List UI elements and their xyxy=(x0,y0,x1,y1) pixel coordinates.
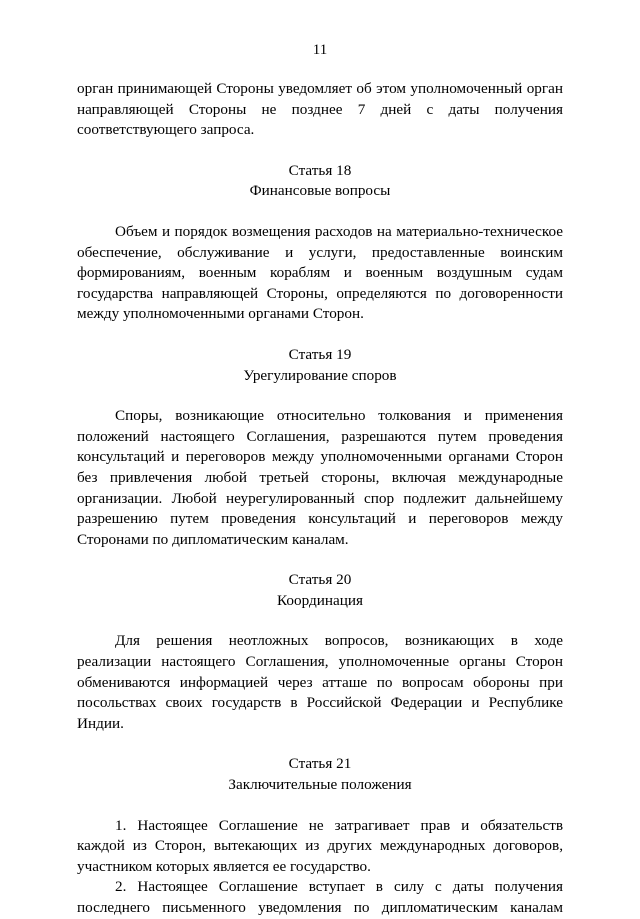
document-body xyxy=(77,79,563,919)
article-18-paragraph: Объем и порядок возмещения расходов на материально-техническое обеспечение, обслуживание и услуги, предоставленные воинским формированиям, военным кораблям и военным воздушным судам государства направляющей Стороны, определяются по договоренности между уполномоченными органами Сторон. xyxy=(77,222,563,323)
article-20-paragraph: Для решения неотложных вопросов, возникающих в ходе реализации настоящего Соглашения, уполномоченные органы Сторон обмениваются информацией через атташе по вопросам обороны при посольствах своих государств в Российской Федерации и Республике Индии. xyxy=(77,632,563,732)
article-title: Заключительные положения xyxy=(228,776,412,794)
article-title: Координация xyxy=(277,591,363,609)
article-19-heading xyxy=(77,345,563,386)
article-18-heading xyxy=(77,161,563,202)
article-title: Урегулирование споров xyxy=(243,366,397,384)
article-19-paragraph: Споры, возникающие относительно толкования и применения положений настоящего Соглашения, разрешаются путем проведения консультаций и переговоров между уполномоченными органами Сторон без привлечения любой третьей стороны, включая международные организации. Любой неурегулированный спор подлежит дальнейшему разрешению путем проведения консультаций и переговоров между Сторонами по дипломатическим каналам. xyxy=(77,407,563,548)
page-number: 11 xyxy=(312,42,328,58)
article-title: Финансовые вопросы xyxy=(249,182,391,200)
intro-paragraph: орган принимающей Стороны уведомляет об этом уполномоченный орган направляющей Стороны не позднее 7 дней с даты получения соответствующего запроса. xyxy=(77,80,563,139)
article-number: Статья 21 xyxy=(288,755,352,773)
article-21-paragraph-2: 2. Настоящее Соглашение вступает в силу с даты получения последнего письменного уведомления по дипломатическим каналам xyxy=(77,878,563,916)
article-20-heading xyxy=(77,570,563,611)
article-21-paragraph-1: 1. Настоящее Соглашение не затрагивает прав и обязательств каждой из Сторон, вытекающих из других международных договоров, участником которых является ее государство. xyxy=(77,816,563,875)
article-number: Статья 19 xyxy=(288,345,352,363)
article-21-heading xyxy=(77,754,563,795)
article-number: Статья 18 xyxy=(288,161,352,179)
article-number: Статья 20 xyxy=(288,571,352,589)
